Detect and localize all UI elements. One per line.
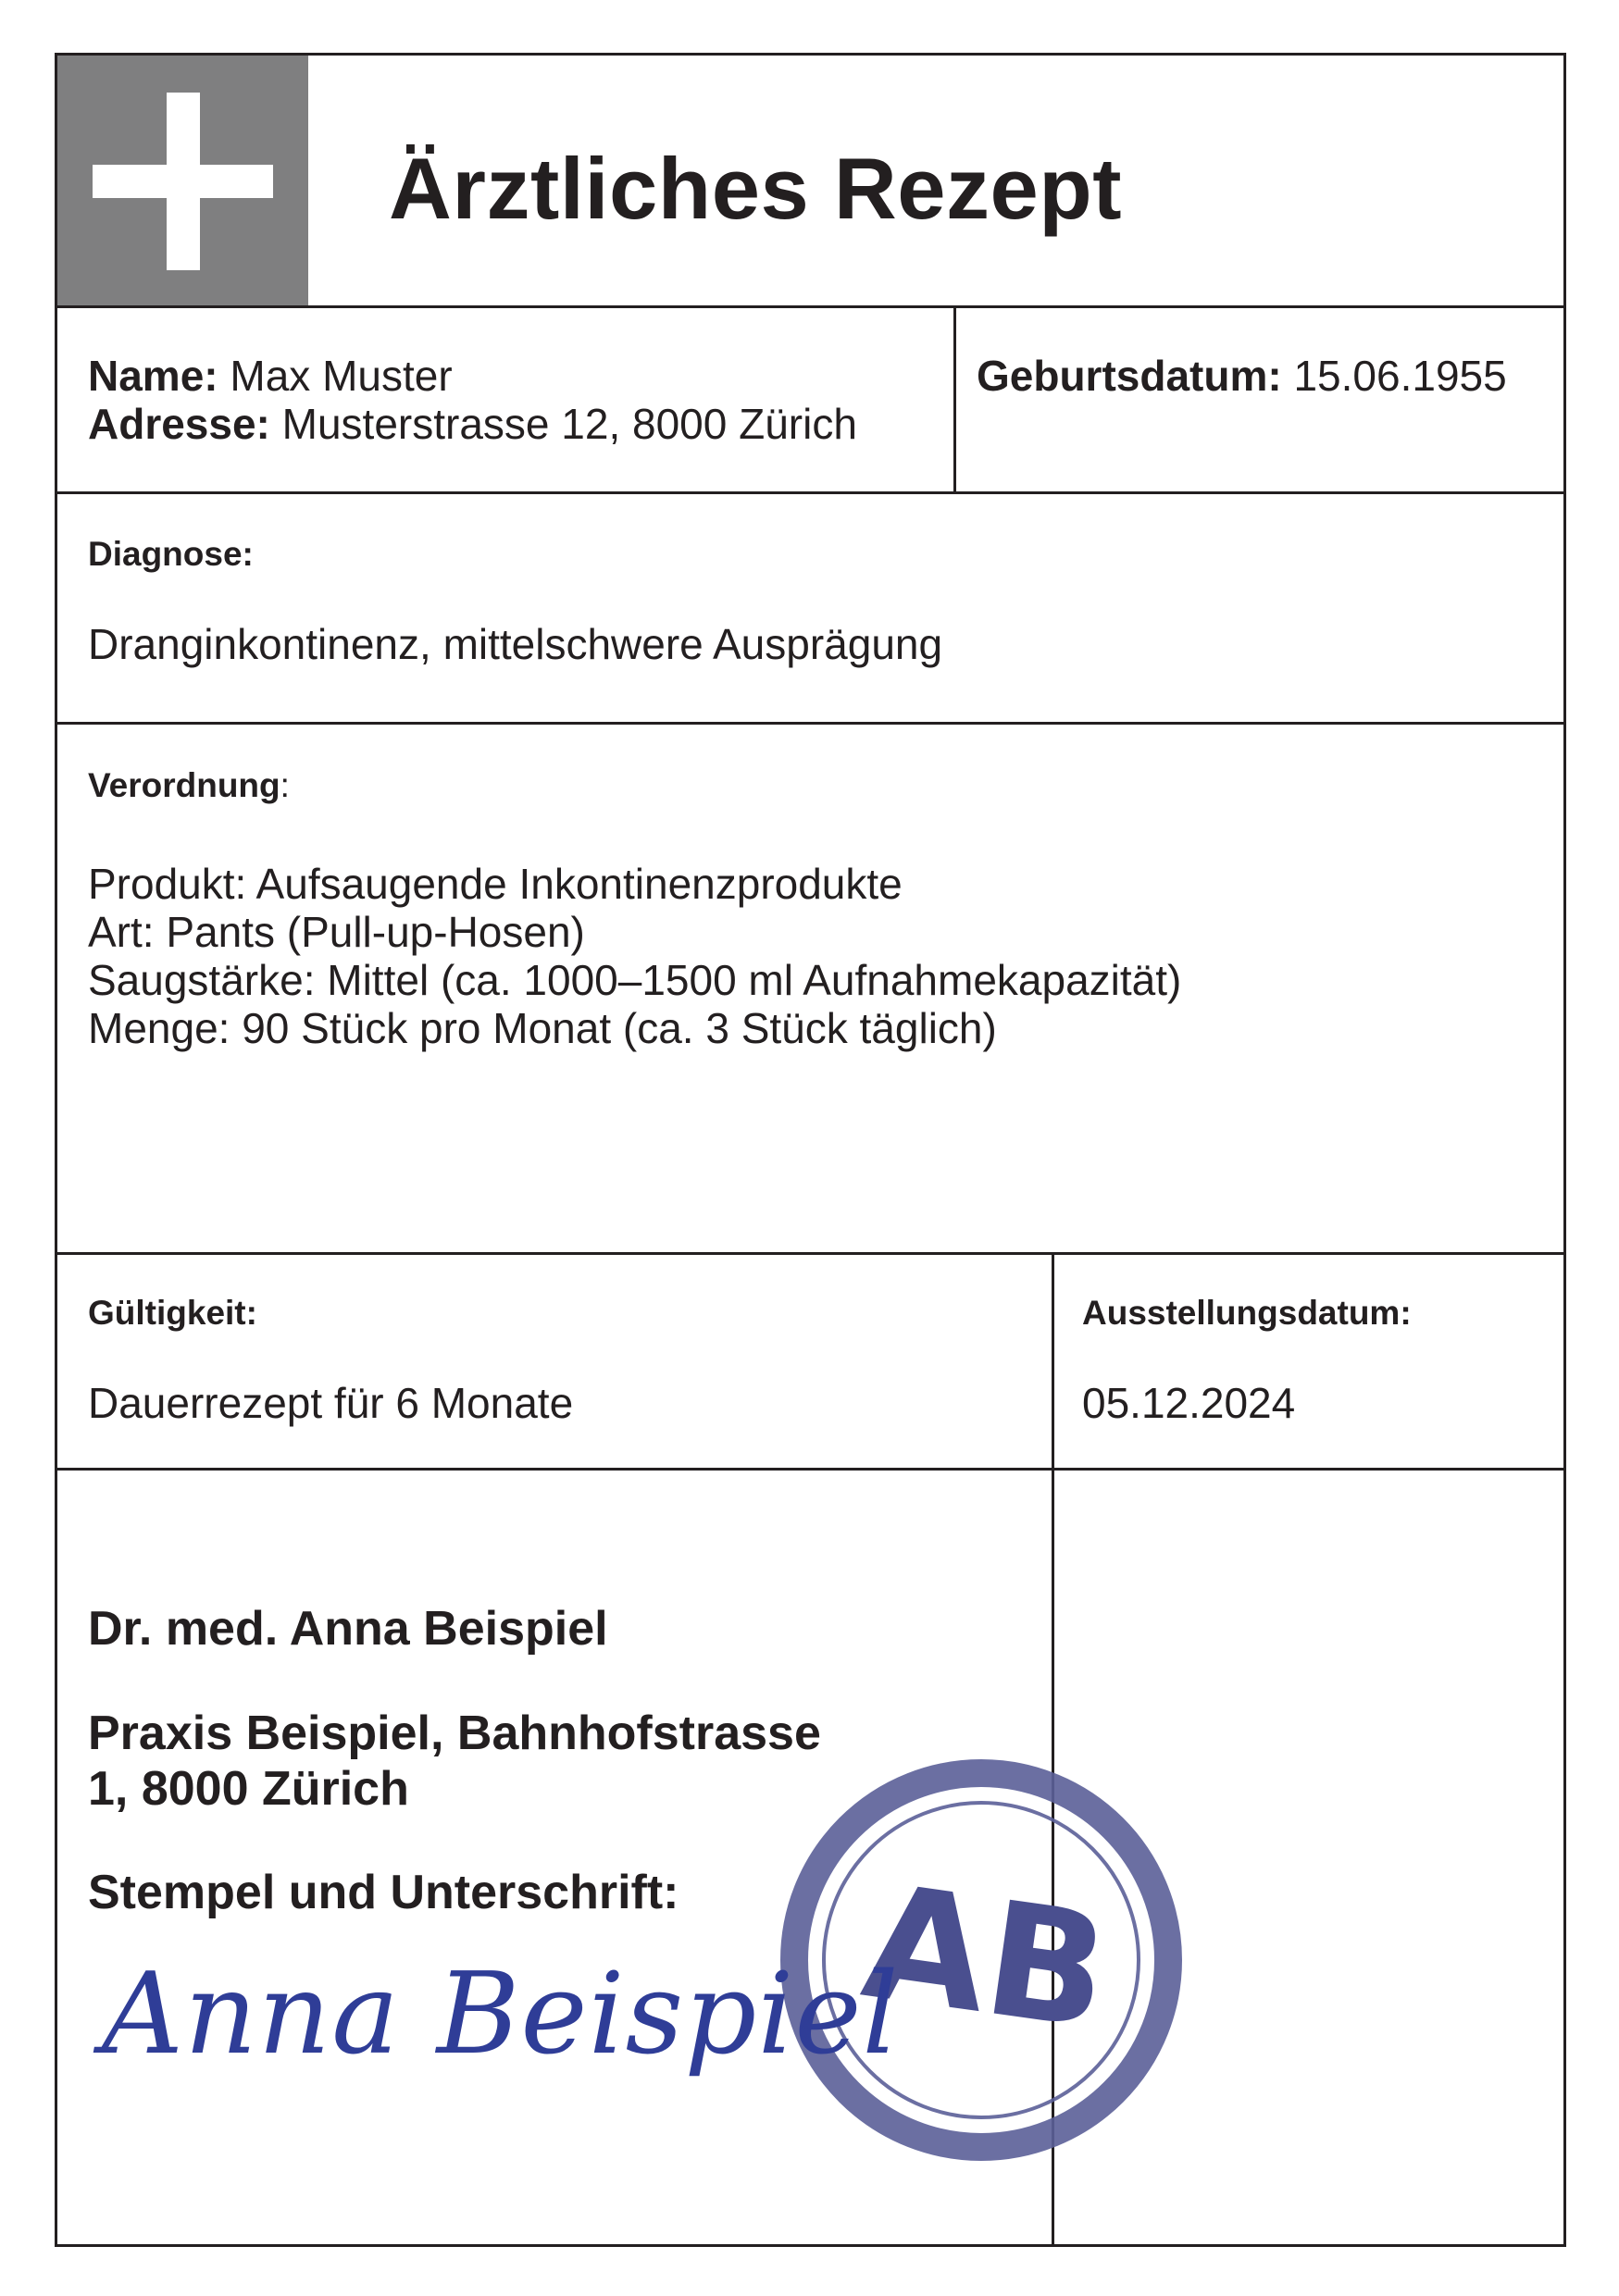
prescription-label-colon: : [280,766,290,804]
patient-name [88,352,453,400]
signature: Anna Beispiel [102,1948,900,2079]
validity-label: Gültigkeit: [88,1294,257,1332]
practice-address-line1: Praxis Beispiel, Bahnhofstrasse [88,1706,821,1760]
divider-validity [57,1468,1563,1471]
divider-header [57,305,1563,308]
patient-birthdate [977,352,1507,400]
patient-birthdate-label: Geburtsdatum: [977,352,1282,400]
patient-name-label: Name: [88,352,218,400]
divider-prescription [57,1252,1563,1255]
practice-address-line2: 1, 8000 Zürich [88,1762,409,1816]
medical-cross-icon-bar [93,165,273,198]
patient-name-value: Max Muster [230,352,453,400]
stamp-initials: AB [853,1850,1119,2066]
prescription-line-product: Produkt: Aufsaugende Inkontinenzprodukte [88,860,903,908]
page-title: Ärztliches Rezept [389,140,1123,237]
prescription-line-absorbency: Saugstärke: Mittel (ca. 1000–1500 ml Aufnahmekapazität) [88,956,1182,1004]
validity-value: Dauerrezept für 6 Monate [88,1379,574,1427]
patient-address-value: Musterstrasse 12, 8000 Zürich [281,400,857,448]
logo-box [57,56,308,305]
patient-birthdate-value: 15.06.1955 [1293,352,1507,400]
diagnosis-label: Diagnose: [88,535,254,573]
divider-diagnosis [57,722,1563,725]
prescription-label-text: Verordnung [88,766,280,804]
prescription-line-type: Art: Pants (Pull-up-Hosen) [88,908,585,956]
doctor-name: Dr. med. Anna Beispiel [88,1602,608,1656]
divider-patient-vertical [953,305,956,494]
issue-date-value: 05.12.2024 [1082,1379,1296,1427]
diagnosis-value: Dranginkontinenz, mittelschwere Ausprägung [88,620,943,668]
issue-date-label: Ausstellungsdatum: [1082,1294,1412,1332]
stamp-signature-label: Stempel und Unterschrift: [88,1866,679,1919]
prescription-label [88,766,290,805]
prescription-line-quantity: Menge: 90 Stück pro Monat (ca. 3 Stück täglich) [88,1004,997,1052]
patient-address-label: Adresse: [88,400,270,448]
prescription-lines [88,860,1181,1052]
divider-patient [57,491,1563,494]
patient-address [88,400,857,448]
